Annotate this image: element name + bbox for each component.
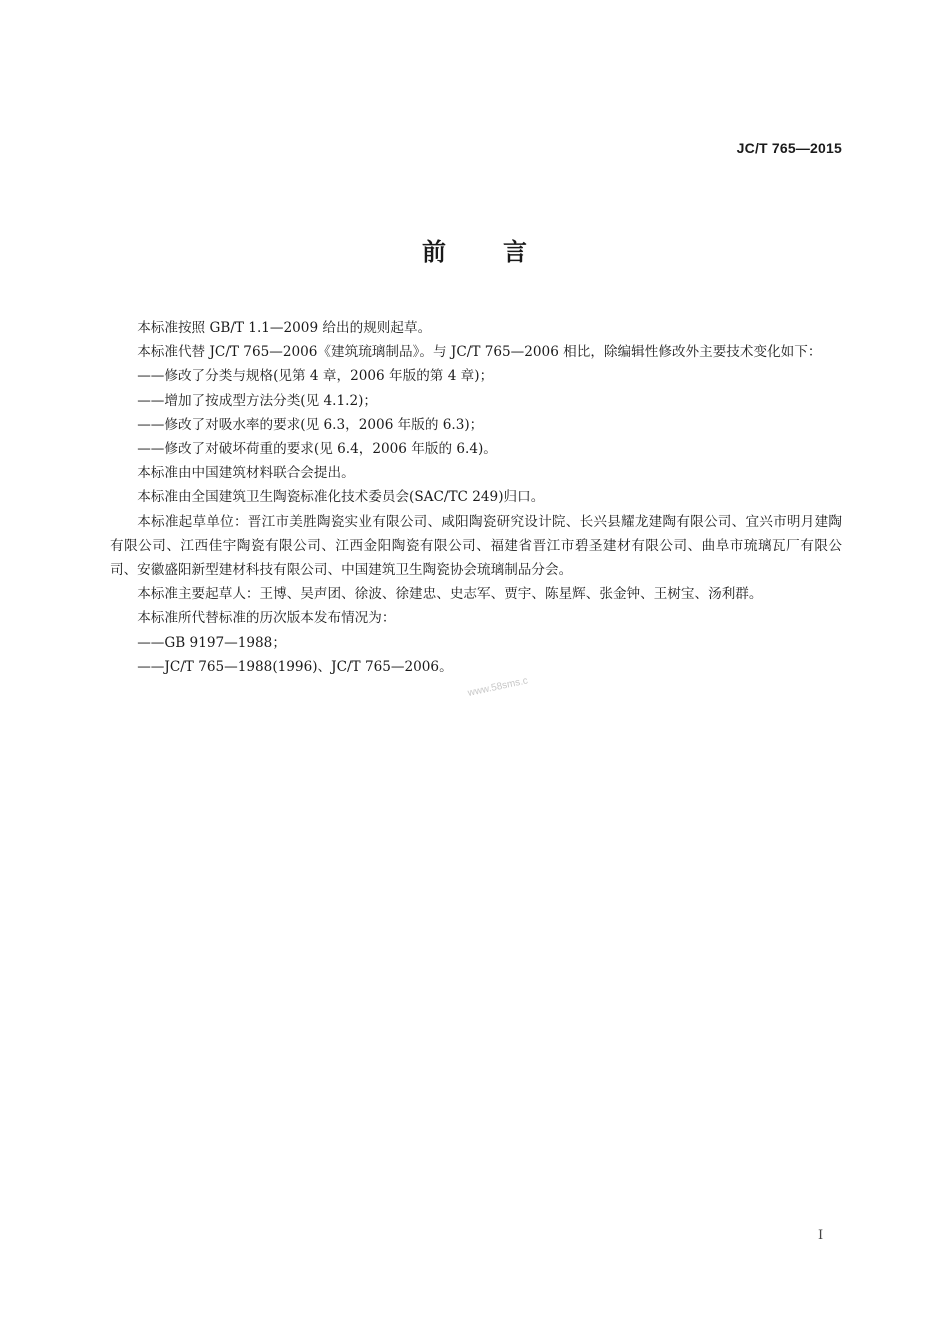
- watermark: www.58sms.c: [466, 675, 529, 699]
- change-item: ——修改了分类与规格(见第 4 章，2006 年版的第 4 章)；: [137, 368, 494, 385]
- document-code: JC/T 765—2015: [736, 140, 842, 156]
- change-item: ——修改了对吸水率的要求(见 6.3，2006 年版的 6.3)；: [137, 416, 484, 433]
- paragraph-drafters: 本标准主要起草人：王博、吴声团、徐波、徐建忠、史志军、贾宇、陈星辉、张金钟、王树宝、汤利群。: [137, 586, 763, 603]
- page-number: I: [818, 1228, 824, 1243]
- paragraph-drafting-units: 本标准起草单位：晋江市美胜陶瓷实业有限公司、咸阳陶瓷研究设计院、长兴县耀龙建陶有限公司、宜兴市明月建陶有限公司、江西佳宇陶瓷有限公司、江西金阳陶瓷有限公司、福建省晋江市碧圣建材有限公司、曲阜市琉璃瓦厂有限公司、安徽盛阳新型建材科技有限公司、中国建筑卫生陶瓷协会琉璃制品分会。: [110, 513, 842, 579]
- paragraph-replacement: 本标准代替 JC/T 765—2006《建筑琉璃制品》。与 JC/T 765—2006 相比，除编辑性修改外主要技术变化如下：: [137, 344, 822, 361]
- paragraph-history-intro: 本标准所代替标准的历次版本发布情况为：: [137, 610, 396, 627]
- history-item: ——JC/T 765—1988(1996)、JC/T 765—2006。: [137, 658, 453, 675]
- foreword-body: [110, 316, 842, 679]
- title-char-2: 言: [503, 238, 528, 266]
- page-title: [0, 232, 950, 267]
- change-item: ——修改了对破坏荷重的要求(见 6.4，2006 年版的 6.4)。: [137, 441, 497, 458]
- paragraph-centralized-by: 本标准由全国建筑卫生陶瓷标准化技术委员会(SAC/TC 249)归口。: [137, 489, 545, 506]
- change-item: ——增加了按成型方法分类(见 4.1.2)；: [137, 392, 378, 409]
- paragraph-drafting-rules: 本标准按照 GB/T 1.1—2009 给出的规则起草。: [137, 320, 432, 336]
- history-item: ——GB 9197—1988；: [137, 634, 286, 651]
- title-char-1: 前: [422, 238, 447, 266]
- paragraph-proposed-by: 本标准由中国建筑材料联合会提出。: [137, 465, 355, 482]
